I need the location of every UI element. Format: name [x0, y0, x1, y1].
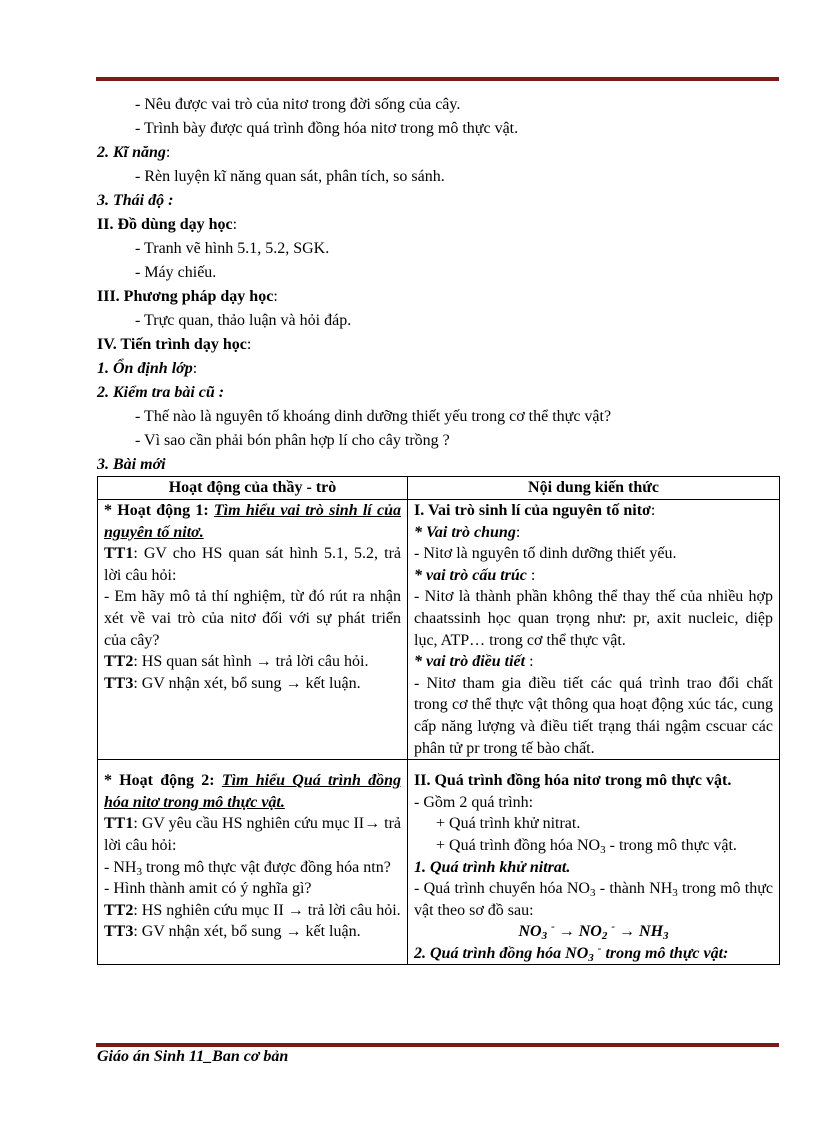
reduction-scheme: $NO_3$ $^- \to NO_2$ $^- \to NH_3$: [518, 920, 669, 943]
method-line: - Trực quan, thảo luận và hỏi đáp.: [135, 312, 352, 329]
content-cell: I. Vai trò sinh lí của nguyên tố nitơ: * Vai trò chung: - Nitơ là nguyên tố dinh dưỡng thiết yếu. * vai trò cấu trúc : - Nitơ là thành phần không thể thay thế của nhiều hợp chaatssinh học quan trọng như: pr, axit nucleic, diệp lục, ATP… trong cơ thể thực vật. * vai trò điều tiết : - Nitơ tham gia điều tiết các quá trình trao đổi chất trong cơ thể thực vật thông qua hoạt động xúc tác, cung cấp năng lượng và điều tiết trạng thái ngậm cscuar các phân tử pr trong tế bào chất.: [408, 500, 780, 760]
section-heading: IV. Tiến trình dạy học:: [97, 336, 252, 353]
section-heading: 2. Kĩ năng:: [97, 144, 171, 161]
question-line: - Vì sao cần phải bón phân hợp lí cho cây trồng ?: [135, 432, 450, 449]
section-heading: III. Phương pháp dạy học:: [97, 288, 278, 305]
column-header-activities: Hoạt động của thầy - trò: [98, 477, 408, 500]
section-heading: 3. Thái độ :: [97, 192, 174, 209]
section-heading: 2. Kiểm tra bài cũ :: [97, 384, 225, 401]
objective-line: - Rèn luyện kĩ năng quan sát, phân tích, so sánh.: [135, 168, 445, 185]
footer-rule: [96, 1043, 779, 1047]
section-heading: 3. Bài mới: [97, 456, 166, 473]
lesson-table: [97, 476, 780, 965]
lesson-intro: [97, 93, 779, 477]
content-cell: II. Quá trình đồng hóa nitơ trong mô thực vật. - Gồm 2 quá trình: + Quá trình khử nitrat. + Quá trình đồng hóa $NO_3$ - trong mô thực vật. 1. Quá trình khử nitrat. - Quá trình chuyển hóa $NO_3$ - thành $NH_3$ trong mô thực vật theo sơ đồ sau: $NO_3$ $^- \to NO_2$ $^- \to NH_3$ 2. Quá trình đồng hóa $NO_3$ - trong mô thực vật:: [408, 760, 780, 965]
objective-line: - Trình bày được quá trình đồng hóa nitơ trong mô thực vật.: [135, 120, 519, 137]
table-row: [98, 500, 780, 760]
objective-line: - Nêu được vai trò của nitơ trong đời sống của cây.: [135, 96, 461, 113]
table-header-row: [98, 477, 780, 500]
section-heading: 1. Ổn định lớp:: [97, 360, 198, 377]
material-line: - Tranh vẽ hình 5.1, 5.2, SGK.: [135, 240, 330, 257]
material-line: - Máy chiếu.: [135, 264, 217, 281]
section-heading: II. Đồ dùng dạy học:: [97, 216, 238, 233]
activity-cell: * Hoạt động 1: Tìm hiểu vai trò sinh lí của nguyên tố nitơ. TT1: GV cho HS quan sát hình 5.1, 5.2, trả lời câu hỏi: - Em hãy mô tả thí nghiệm, từ đó rút ra nhận xét về vai trò của nitơ đối với sự phát triển của cây? TT2: HS quan sát hình → trả lời câu hỏi. TT3: GV nhận xét, bổ sung → kết luận.: [98, 500, 408, 760]
header-rule: [96, 77, 779, 81]
activity-cell: * Hoạt động 2: Tìm hiểu Quá trình đồng hóa nitơ trong mô thực vật. TT1: GV yêu cầu HS nghiên cứu mục II→ trả lời câu hỏi: - $NH_3$ trong mô thực vật được đồng hóa ntn? - Hình thành amit có ý nghĩa gì? TT2: HS nghiên cứu mục II → trả lời câu hỏi. TT3: GV nhận xét, bổ sung → kết luận.: [98, 760, 408, 965]
question-line: - Thế nào là nguyên tố khoáng dinh dưỡng thiết yếu trong cơ thể thực vật?: [135, 408, 612, 425]
page-footer: Giáo án Sinh 11_Ban cơ bản: [97, 1048, 289, 1065]
column-header-content: Nội dung kiến thức: [408, 477, 780, 500]
table-row: [98, 760, 780, 965]
